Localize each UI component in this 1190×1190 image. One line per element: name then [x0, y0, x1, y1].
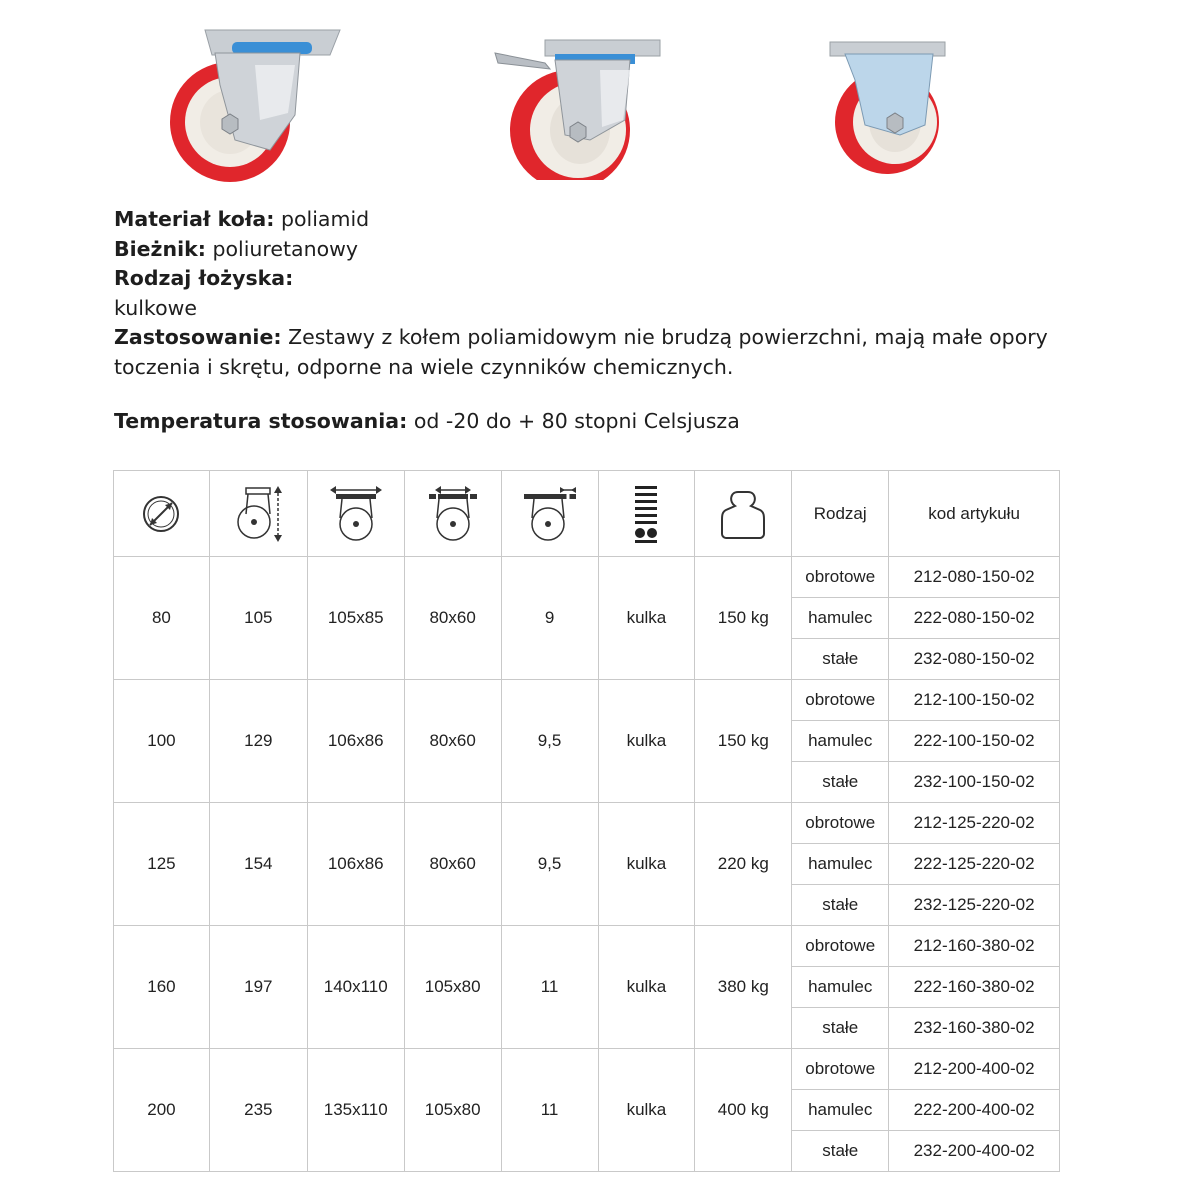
cell-load: 150 kg: [695, 557, 792, 680]
swivel-castor-image: [160, 25, 350, 185]
cell-bearing: kulka: [598, 557, 695, 680]
cell-code: 232-125-220-02: [889, 885, 1060, 926]
cell-load: 400 kg: [695, 1049, 792, 1172]
plate-size-icon: [328, 484, 384, 544]
table-row: [114, 1049, 1060, 1090]
cell-code: 212-125-220-02: [889, 803, 1060, 844]
cell-type: hamulec: [792, 844, 889, 885]
bearing-value: kulkowe: [114, 295, 197, 320]
cell-type: stałe: [792, 885, 889, 926]
cell-type: hamulec: [792, 598, 889, 639]
cell-holes: 105x80: [404, 1049, 501, 1172]
cell-type: obrotowe: [792, 557, 889, 598]
cell-diameter: 200: [114, 1049, 210, 1172]
braked-castor-image: [490, 35, 670, 180]
cell-holes: 80x60: [404, 557, 501, 680]
header-height: [209, 471, 307, 557]
cell-code: 212-080-150-02: [889, 557, 1060, 598]
material-line: Materiał koła: poliamid: [114, 207, 370, 231]
cell-plate: 106x86: [307, 803, 404, 926]
hole-spacing-icon: [425, 484, 481, 544]
product-images: [0, 0, 1190, 200]
cell-code: 222-125-220-02: [889, 844, 1060, 885]
cell-type: stałe: [792, 1131, 889, 1172]
cell-code: 232-100-150-02: [889, 762, 1060, 803]
header-code: kod artykułu: [889, 471, 1060, 557]
cell-bolt: 11: [501, 1049, 598, 1172]
cell-type: stałe: [792, 1008, 889, 1049]
diameter-icon: [140, 492, 182, 536]
cell-bearing: kulka: [598, 1049, 695, 1172]
bolt-hole-icon: [520, 484, 580, 544]
cell-bolt: 9,5: [501, 680, 598, 803]
cell-diameter: 80: [114, 557, 210, 680]
cell-type: obrotowe: [792, 926, 889, 967]
cell-height: 235: [209, 1049, 307, 1172]
cell-height: 129: [209, 680, 307, 803]
cell-code: 222-080-150-02: [889, 598, 1060, 639]
cell-plate: 105x85: [307, 557, 404, 680]
table-row: [114, 803, 1060, 844]
cell-code: 212-160-380-02: [889, 926, 1060, 967]
header-bearing: [598, 471, 695, 557]
cell-bolt: 11: [501, 926, 598, 1049]
tread-line: Bieżnik: poliuretanowy: [114, 236, 359, 261]
cell-code: 232-200-400-02: [889, 1131, 1060, 1172]
bearing-line: Rodzaj łożyska:: [114, 266, 294, 290]
cell-plate: 106x86: [307, 680, 404, 803]
header-hole-spacing: [404, 471, 501, 557]
cell-height: 197: [209, 926, 307, 1049]
cell-holes: 80x60: [404, 680, 501, 803]
cell-holes: 80x60: [404, 803, 501, 926]
cell-code: 232-160-380-02: [889, 1008, 1060, 1049]
cell-type: stałe: [792, 762, 889, 803]
cell-load: 150 kg: [695, 680, 792, 803]
cell-code: 222-200-400-02: [889, 1090, 1060, 1131]
cell-load: 380 kg: [695, 926, 792, 1049]
spec-table: [113, 470, 1060, 1172]
table-row: [114, 926, 1060, 967]
cell-type: hamulec: [792, 967, 889, 1008]
cell-bearing: kulka: [598, 803, 695, 926]
cell-bearing: kulka: [598, 926, 695, 1049]
cell-type: stałe: [792, 639, 889, 680]
cell-code: 232-080-150-02: [889, 639, 1060, 680]
cell-holes: 105x80: [404, 926, 501, 1049]
cell-code: 212-200-400-02: [889, 1049, 1060, 1090]
header-bolt-hole: [501, 471, 598, 557]
cell-plate: 140x110: [307, 926, 404, 1049]
cell-height: 154: [209, 803, 307, 926]
cell-type: obrotowe: [792, 680, 889, 721]
cell-diameter: 125: [114, 803, 210, 926]
table-header-row: [114, 471, 1060, 557]
table-row: [114, 557, 1060, 598]
spec-table-body: [114, 557, 1060, 1172]
product-description: [114, 205, 1124, 382]
header-type: Rodzaj: [792, 471, 889, 557]
cell-code: 222-160-380-02: [889, 967, 1060, 1008]
temperature-line: Temperatura stosowania: od -20 do + 80 stopni Celsjusza: [114, 409, 740, 433]
height-icon: [232, 484, 284, 544]
cell-type: obrotowe: [792, 803, 889, 844]
cell-type: hamulec: [792, 721, 889, 762]
load-icon: [720, 488, 766, 540]
cell-height: 105: [209, 557, 307, 680]
cell-bolt: 9,5: [501, 803, 598, 926]
cell-load: 220 kg: [695, 803, 792, 926]
cell-code: 212-100-150-02: [889, 680, 1060, 721]
table-row: [114, 680, 1060, 721]
cell-diameter: 160: [114, 926, 210, 1049]
cell-bearing: kulka: [598, 680, 695, 803]
cell-diameter: 100: [114, 680, 210, 803]
bearing-icon: [633, 484, 659, 544]
header-diameter: [114, 471, 210, 557]
fixed-castor-image: [825, 40, 955, 175]
cell-type: hamulec: [792, 1090, 889, 1131]
cell-bolt: 9: [501, 557, 598, 680]
cell-plate: 135x110: [307, 1049, 404, 1172]
header-load: [695, 471, 792, 557]
cell-type: obrotowe: [792, 1049, 889, 1090]
cell-code: 222-100-150-02: [889, 721, 1060, 762]
usage-line: Zastosowanie: Zestawy z kołem poliamidowym nie brudzą powierzchni, mają małe opory toczenia i skrętu, odporne na wiele czynników chemicznych.: [114, 325, 1048, 379]
header-plate-size: [307, 471, 404, 557]
